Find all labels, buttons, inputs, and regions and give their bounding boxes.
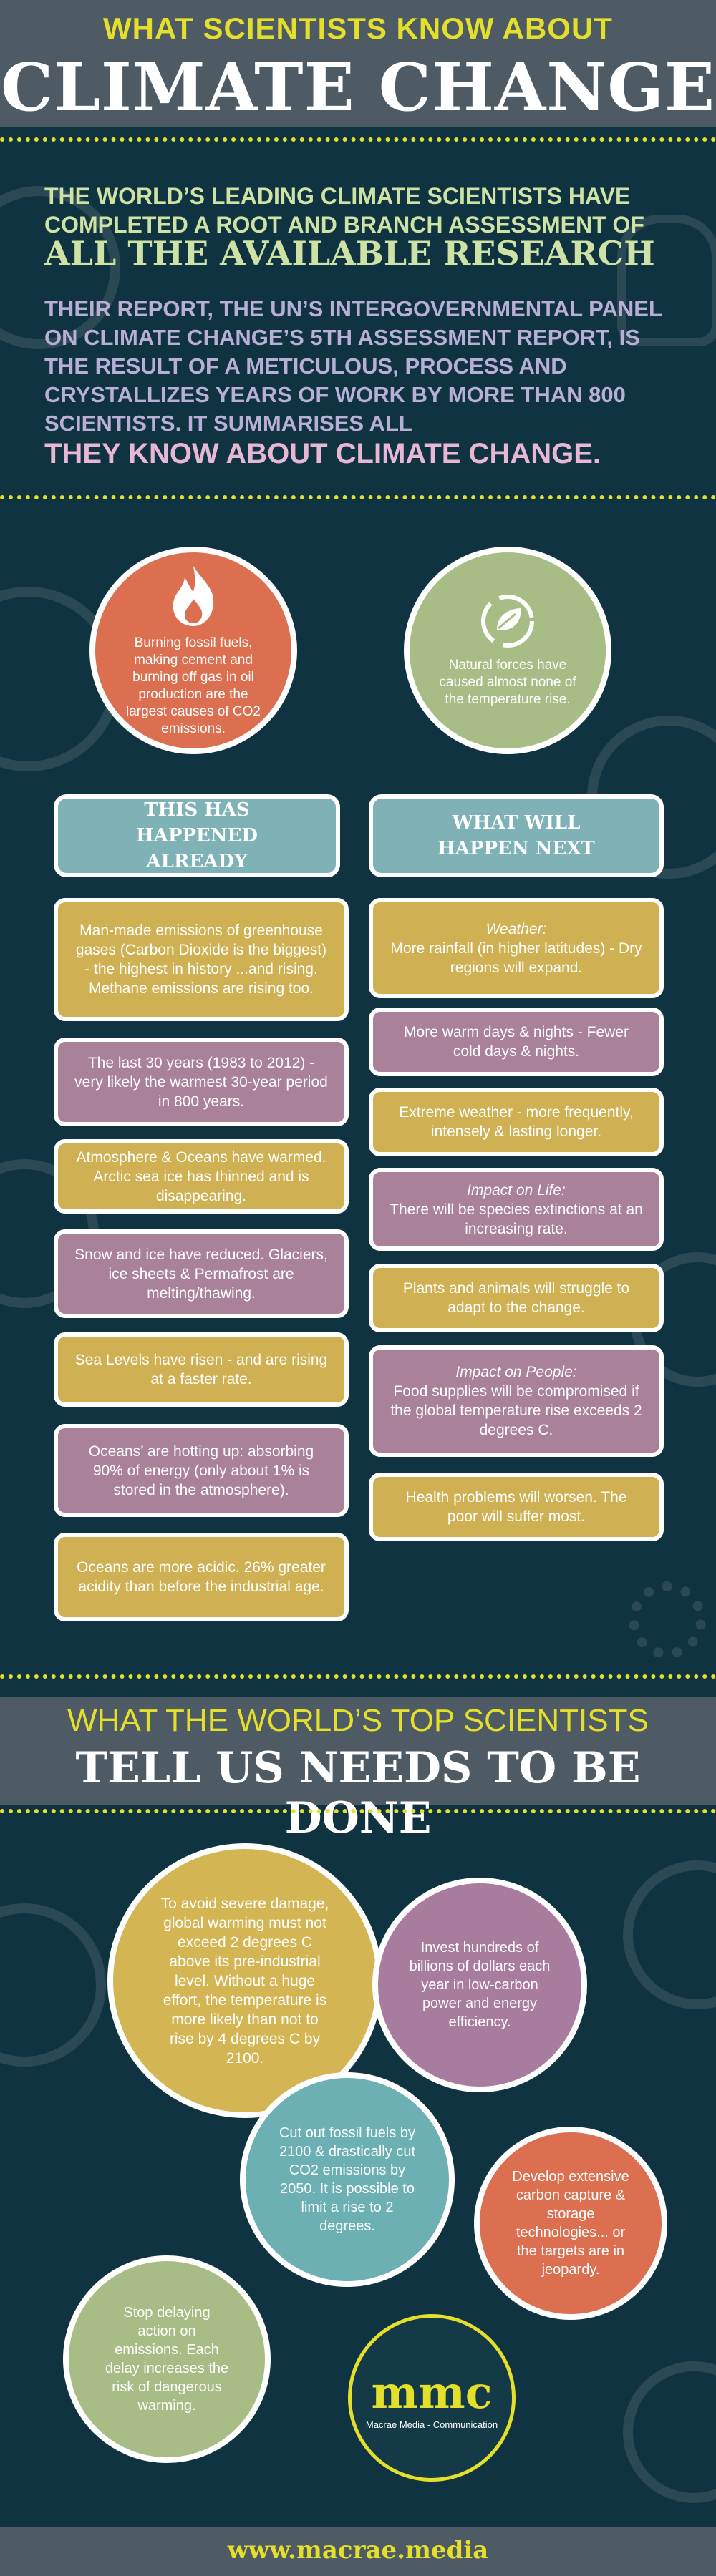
already-item-atmosphere: Atmosphere & Oceans have warmed. Arctic sea ice has thinned and is disappearing. bbox=[54, 1139, 349, 1214]
life-label: Impact on Life: bbox=[467, 1181, 566, 1199]
already-item-warmest: The last 30 years (1983 to 2012) - very likely the warmest 30-year period in 800 years. bbox=[54, 1038, 349, 1126]
intro-emphasis: ALL THE AVAILABLE RESEARCH bbox=[44, 234, 655, 273]
mmc-logo bbox=[348, 2314, 516, 2482]
page-title: CLIMATE CHANGE bbox=[0, 49, 716, 126]
action-develop-text: Develop extensive carbon capture & storage technologies... or the targets are in jeopardy. bbox=[512, 2169, 629, 2278]
natural-forces-text: Natural forces have caused almost none of the temperature rise. bbox=[439, 658, 576, 707]
header-subtitle: WHAT SCIENTISTS KNOW ABOUT bbox=[103, 11, 613, 45]
actions-subtitle: WHAT THE WORLD’S TOP SCIENTISTS bbox=[67, 1703, 649, 1738]
happen-next-heading: WHAT WILL HAPPEN NEXT bbox=[369, 794, 664, 877]
flame-icon bbox=[165, 563, 222, 628]
already-item-acidity: Oceans are more acidic. 26% greater acidity than before the industrial age. bbox=[54, 1533, 349, 1621]
action-invest-circle bbox=[372, 1878, 587, 2092]
action-invest-text: Invest hundreds of billions of dollars each year in low-carbon power and energy efficiency. bbox=[409, 1940, 551, 2030]
action-stop-circle bbox=[63, 2255, 271, 2463]
globe-icon bbox=[623, 1860, 716, 2009]
header-band bbox=[0, 0, 716, 127]
report-paragraph: THEIR REPORT, THE UN’S INTERGOVERNMENTAL PANEL ON CLIMATE CHANGE’S 5TH ASSESSMENT REPORT, IS THE RESULT OF A METICULOUS, PROCESS AND CRYSTALLIZES YEARS OF WORK BY MORE THAN 800 SCIENTISTS. IT SUMMARISES ALL bbox=[44, 296, 662, 436]
next-item-people bbox=[369, 1345, 664, 1457]
people-text: Food supplies will be compromised if the global temperature rise exceeds 2 degrees C. bbox=[390, 1383, 642, 1438]
action-stop-text: Stop delaying action on emissions. Each delay increases the risk of dangerous warming. bbox=[105, 2305, 229, 2414]
footer-url-link[interactable]: www.macrae.media bbox=[227, 2536, 489, 2565]
people-label: Impact on People: bbox=[455, 1364, 577, 1380]
dotted-divider bbox=[0, 1674, 716, 1679]
next-item-plants: Plants and animals will struggle to adapt to the change. bbox=[369, 1264, 664, 1332]
actions-band bbox=[0, 1697, 716, 1843]
intro-paragraph: THE WORLD’S LEADING CLIMATE SCIENTISTS HAVE COMPLETED A ROOT AND BRANCH ASSESSMENT OF bbox=[44, 183, 644, 238]
next-item-life bbox=[369, 1168, 664, 1251]
globe-icon bbox=[0, 1903, 106, 2067]
happened-already-heading: THIS HAS HAPPENED ALREADY bbox=[54, 794, 340, 877]
globe-icon bbox=[623, 2361, 716, 2503]
life-text: There will be species extinctions at an increasing rate. bbox=[390, 1201, 643, 1237]
fossil-fuel-text: Burning fossil fuels, making cement and burning off gas in oil production are the largest causes of CO2 emissions. bbox=[126, 635, 261, 736]
already-item-sea-levels: Sea Levels have risen - and are rising at a faster rate. bbox=[54, 1332, 349, 1407]
next-item-health: Health problems will worsen. The poor will suffer most. bbox=[369, 1473, 664, 1541]
report-emphasis: THEY KNOW ABOUT CLIMATE CHANGE. bbox=[44, 438, 601, 469]
logo-tagline: Macrae Media - Communication bbox=[365, 2419, 498, 2430]
natural-forces-circle bbox=[404, 547, 611, 754]
dotted-divider bbox=[0, 137, 716, 142]
leaf-cycle-icon bbox=[475, 592, 540, 650]
radiation-icon bbox=[629, 1581, 706, 1659]
already-item-emissions: Man-made emissions of greenhouse gases (Carbon Dioxide is the biggest) - the highest in history ...and rising. Methane emissions are rising too. bbox=[54, 898, 349, 1021]
action-develop-circle bbox=[474, 2127, 667, 2320]
actions-title: TELL US NEEDS TO BE DONE bbox=[75, 1743, 641, 1843]
action-cut-circle bbox=[240, 2072, 455, 2287]
dotted-divider bbox=[0, 495, 716, 499]
weather-text: More rainfall (in higher latitudes) - Dry regions will expand. bbox=[390, 940, 642, 976]
footer-band bbox=[0, 2527, 716, 2576]
already-item-snow-ice: Snow and ice have reduced. Glaciers, ice sheets & Permafrost are melting/thawing. bbox=[54, 1229, 349, 1318]
logo-mark: mmc bbox=[371, 2366, 493, 2419]
next-item-weather bbox=[369, 898, 664, 998]
action-cut-text: Cut out fossil fuels by 2100 & drastically cut CO2 emissions by 2050. It is possible to limit a rise to 2 degrees. bbox=[279, 2125, 416, 2234]
next-item-warm-days: More warm days & nights - Fewer cold days & nights. bbox=[369, 1008, 664, 1076]
already-item-oceans-heat: Oceans’ are hotting up: absorbing 90% of energy (only about 1% is stored in the atmosphere). bbox=[54, 1424, 349, 1517]
fossil-fuel-circle bbox=[90, 547, 297, 754]
action-avoid-text: To avoid severe damage, global warming must not exceed 2 degrees C above its pre-industrial level. Without a huge effort, the temperature is more likely than not to rise by 4 degrees C by 2100. bbox=[160, 1895, 329, 2067]
next-item-extreme-weather: Extreme weather - more frequently, intensely & lasting longer. bbox=[369, 1088, 664, 1156]
dotted-divider bbox=[0, 1809, 716, 1813]
weather-label: Weather: bbox=[485, 920, 547, 937]
